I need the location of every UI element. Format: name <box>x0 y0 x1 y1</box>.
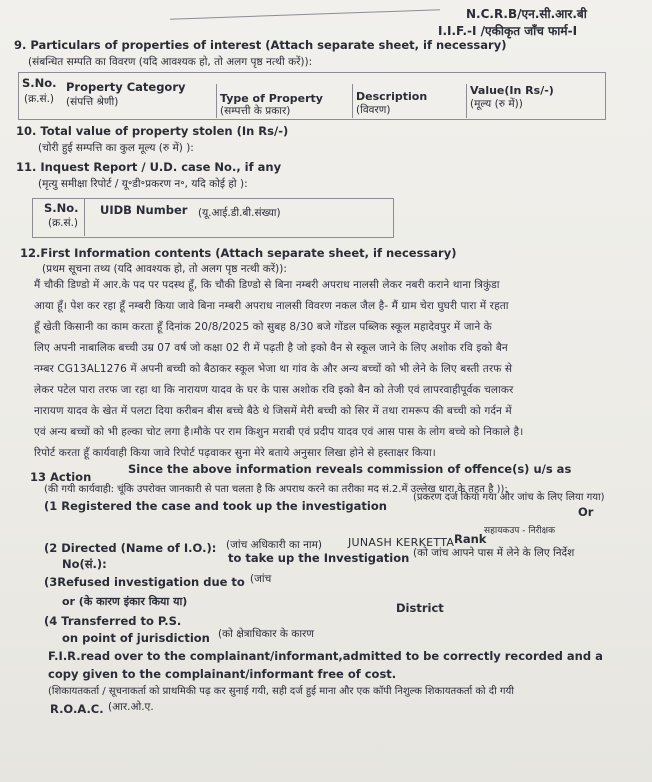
action-item4b: on point of jurisdiction <box>62 631 210 645</box>
col-property-category: Property Category <box>66 80 186 94</box>
roac-label: R.O.A.C. <box>50 702 104 716</box>
action-or: Or <box>578 505 594 519</box>
action-item3: (3Refused investigation due to <box>44 575 245 589</box>
fir-content-line: नम्बर CG13AL1276 में अपनी बच्ची को बैठाकर स्कूल भेजा था गांव के और अन्य बच्चों को भी लेने के लिए बस्ती तरफ से <box>34 363 513 375</box>
fir-read-hi: (शिकायतकर्ता / सूचनाकर्ता को प्राथमिकी पढ़ कर सुनाई गयी, सही दर्ज हुई माना और एक कॉपी निशुल्क शिकायतकर्ता को दी गयी <box>48 686 514 697</box>
district-label: District <box>396 601 444 615</box>
col-description: Description <box>356 90 428 103</box>
action-item3-hi: (जांच <box>250 573 272 585</box>
action-item2: (2 Directed (Name of I.O.): <box>44 541 217 555</box>
col-value: Value(In Rs/-) <box>470 84 554 97</box>
sec12-title: 12.First Information contents (Attach separate sheet, if necessary) <box>20 246 457 260</box>
col-sno-hi: (क्र.सं.) <box>24 93 55 105</box>
sec11-title: 11. Inquest Report / U.D. case No., if any <box>16 160 282 174</box>
fir-content-line: लिए अपनी नाबालिक बच्ची उम्र 07 वर्ष जो कक्षा 02 री में पढ़ती है जो इको वैन से स्कूल जाने के लिए अशोक रवि इको बैन <box>34 342 508 354</box>
sec13-label: 13 Action <box>30 470 92 484</box>
col-type-of-property: Type of Property <box>220 92 323 105</box>
action-item3b: or (के कारण इंकार किया या) <box>62 595 188 608</box>
header-line2: I.I.F.-I /एकीकृत जाँच फार्म-I <box>438 24 578 38</box>
fir-content-line: नारायण यादव के खेत में पलटा दिया करीबन बीस बच्चे बैठे थे जिसमें मेरी बच्ची को सिर में तथा रामरूप की बच्ची को गर्दन में <box>34 405 512 417</box>
uidb-col-number: UIDB Number <box>100 203 188 217</box>
fir-content-line: रिपोर्ट करता हूँ कार्यवाही किया जावे रिपोर्ट पढ़वाकर सुना मेरे बताये अनुसार लिखा होने से हस्ताक्षर किया। <box>34 447 436 459</box>
sec10-subtitle: (चोरी हुई सम्पत्ति का कुल मूल्य (रु में) ): <box>38 142 194 154</box>
fir-content-line: लेकर पटेल पारा तरफ जा रहा था कि नारायण यादव के घर के पास अशोक रवि इको बैन को तेजी एवं लापरवाहीपूर्वक चलाकर <box>34 384 514 396</box>
uidb-col-sno: S.No. <box>44 201 79 215</box>
roac-hi: (आर.ओ.ए. <box>108 701 154 713</box>
sec9-subtitle: (संबन्धित सम्पति का विवरण (यदि आवश्यक हो, तो अलग पृष्ठ नत्थी करें)): <box>28 56 313 68</box>
sec11-subtitle: (मृत्यु समीक्षा रिपोर्ट / यू॰डी॰प्रकरण न॰, यदि कोई हो ): <box>38 178 248 190</box>
action-item4: (4 Transferred to P.S. <box>44 614 182 628</box>
sec13-subtitle: (की गयी कार्यवाही: चूंकि उपरोक्त जानकारी से पता चलता है कि अपराध करने का तरीका मद सं.2.में उल्लेख धारा के तहत है )): <box>44 484 508 495</box>
take-up-hi: (को जांच आपने पास में लेने के लिए निर्देश <box>413 547 575 559</box>
top-rule <box>170 9 440 19</box>
rank-value: सहायकउप - निरीक्षक <box>484 526 556 536</box>
col-category-hi: (संपत्ति श्रेणी) <box>66 96 119 108</box>
action-item4b-hi: (को क्षेत्राधिकार के कारण <box>218 628 314 640</box>
col-sno: S.No. <box>22 76 57 90</box>
col-description-hi: (विवरण) <box>356 104 391 116</box>
sec9-title: 9. Particulars of properties of interest (Attach separate sheet, if necessary) <box>14 38 507 52</box>
col-value-hi: (मूल्य (रु में)) <box>470 98 523 110</box>
fir-read-line1: F.I.R.read over to the complainant/informant,admitted to be correctly recorded and a <box>48 649 603 663</box>
header-line1: N.C.R.B/एन.सी.आर.बी <box>466 7 587 21</box>
take-up-investigation: to take up the Investigation <box>228 551 410 565</box>
fir-read-line2: copy given to the complainant/informant free of cost. <box>48 667 397 681</box>
uidb-col-sno-hi: (क्र.सं.) <box>48 217 79 229</box>
sec13-title: Since the above information reveals commission of offence(s) u/s as <box>128 462 572 476</box>
fir-content-line: हूँ खेती किसानी का काम करता हूँ दिनांक 20/8/2025 को सुबह 8/30 बजे गोंडल पब्लिक स्कूल महादेवपुर में जाने के <box>34 321 492 333</box>
fir-content-line: आया हूँ। पेश कर रहा हूँ नम्बरी किया जावे बिना नम्बरी अपराध नालसी विवरण नकल जैल है- मैं ग्राम चेरा घुघरी पारा में रहता <box>34 300 509 312</box>
action-item1: (1 Registered the case and took up the investigation <box>44 499 387 513</box>
fir-content-line: एवं अन्य बच्चों को भी हल्का चोट लगा है।मौके पर राम किशुन मराबी एवं प्रदीप यादव एवं आस पास के लोग बच्चे को निकाले है। <box>34 426 524 438</box>
fir-content-line: मैं चौकी डिण्डो में आर.के पद पर पदस्थ हूँ, कि चौकी डिण्डो से बिना नम्बरी अपराध नालसी लेकर नबरी कराने थाना त्रिकुंडा <box>34 279 500 291</box>
col-type-hi: (सम्पत्ती के प्रकार) <box>220 105 291 117</box>
sec12-subtitle: (प्रथम सूचना तथ्य (यदि आवश्यक हो, तो अलग पृष्ठ नत्थी करें)): <box>42 263 287 275</box>
no-label: No(सं.): <box>62 557 107 571</box>
action-item2-hi: (जांच अधिकारी का नाम) <box>226 539 322 551</box>
rank-label: Rank <box>454 532 487 546</box>
io-name: JUNASH KERKETTA <box>348 536 455 549</box>
uidb-col-number-hi: (यू.आई.डी.बी.संख्या) <box>198 207 281 219</box>
action-item1-hi: (प्रकरण दर्ज किया गया और जांच के लिए लिया गया) <box>413 492 605 503</box>
sec10-title: 10. Total value of property stolen (In Rs/-) <box>16 124 289 138</box>
